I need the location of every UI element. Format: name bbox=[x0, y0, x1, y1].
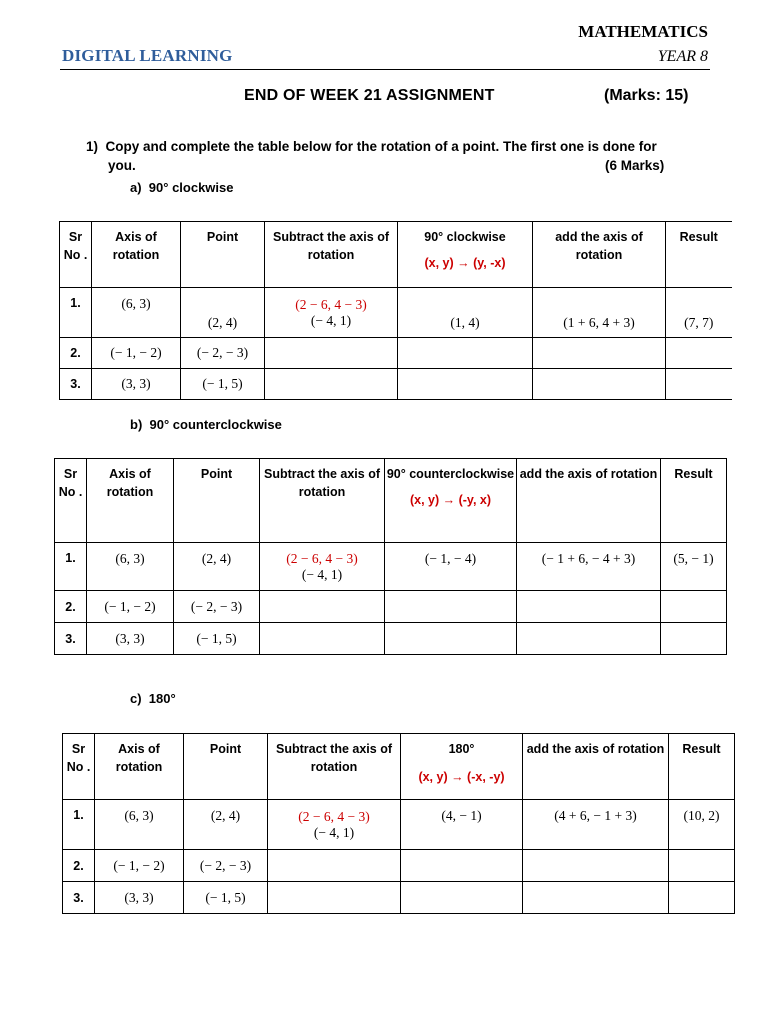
header-subtract: Subtract the axis of rotation bbox=[268, 734, 401, 800]
year-label: YEAR 8 bbox=[657, 48, 708, 65]
cell-rotation[interactable] bbox=[398, 338, 533, 369]
cell-sr: 1. bbox=[55, 543, 87, 591]
cell-point: (− 2, − 3) bbox=[181, 338, 265, 369]
cell-subtract[interactable] bbox=[260, 623, 385, 655]
cell-axis: (6, 3) bbox=[92, 288, 181, 338]
cell-rotation: (1, 4) bbox=[398, 288, 533, 338]
cell-subtract[interactable] bbox=[268, 850, 401, 882]
cell-add: (1 + 6, 4 + 3) bbox=[533, 288, 666, 338]
cell-axis: (3, 3) bbox=[87, 623, 174, 655]
table-row bbox=[55, 591, 727, 623]
cell-subtract[interactable] bbox=[260, 591, 385, 623]
table-row bbox=[63, 850, 735, 882]
table-row bbox=[60, 369, 732, 400]
header-add: add the axis of rotation bbox=[533, 222, 666, 288]
cell-axis: (6, 3) bbox=[95, 800, 184, 850]
header-result: Result bbox=[661, 459, 727, 543]
section-b-title: 90° counterclockwise bbox=[149, 417, 282, 432]
rotation-label: 90° counterclockwise bbox=[386, 467, 515, 481]
cell-point: (− 1, 5) bbox=[181, 369, 265, 400]
cell-result: (7, 7) bbox=[666, 288, 732, 338]
header-subtract: Subtract the axis of rotation bbox=[265, 222, 398, 288]
cell-axis: (6, 3) bbox=[87, 543, 174, 591]
cell-axis: (3, 3) bbox=[92, 369, 181, 400]
subject-heading: MATHEMATICS bbox=[578, 22, 708, 41]
subtract-value: (− 4, 1) bbox=[313, 824, 355, 840]
cell-subtract bbox=[265, 288, 398, 338]
cell-sr: 3. bbox=[55, 623, 87, 655]
section-a-title: 90° clockwise bbox=[148, 180, 234, 195]
cell-subtract bbox=[268, 800, 401, 850]
cell-subtract bbox=[260, 543, 385, 591]
cell-result[interactable] bbox=[669, 882, 735, 914]
header-axis: Axis of rotation bbox=[92, 222, 181, 288]
section-c-title: 180° bbox=[148, 691, 176, 706]
header-point: Point bbox=[184, 734, 268, 800]
cell-rotation[interactable] bbox=[398, 369, 533, 400]
header-sr: Sr No . bbox=[55, 459, 87, 543]
rotation-label: 90° clockwise bbox=[424, 230, 506, 244]
question-1-text bbox=[86, 136, 706, 157]
section-c-label: c) bbox=[130, 691, 142, 706]
question-marks: (6 Marks) bbox=[605, 158, 665, 173]
rotation-rule: (x, y) → (y, -x) bbox=[424, 256, 506, 270]
rotation-label: 180° bbox=[448, 742, 475, 756]
cell-result[interactable] bbox=[666, 338, 732, 369]
cell-rotation: (− 1, − 4) bbox=[385, 543, 517, 591]
assignment-title: END OF WEEK 21 ASSIGNMENT bbox=[244, 87, 495, 104]
cell-rotation[interactable] bbox=[385, 623, 517, 655]
question-number: 1) bbox=[86, 139, 99, 154]
table-row bbox=[55, 623, 727, 655]
question-text-line2: you. bbox=[108, 158, 136, 173]
cell-sr: 2. bbox=[60, 338, 92, 369]
rotation-rule: (x, y) → (-x, -y) bbox=[418, 770, 505, 784]
table-c bbox=[62, 733, 735, 914]
section-a-label: a) bbox=[130, 180, 142, 195]
cell-point: (− 2, − 3) bbox=[184, 850, 268, 882]
subtract-working: (2 − 6, 4 − 3) bbox=[295, 296, 367, 312]
cell-point: (2, 4) bbox=[174, 543, 260, 591]
table-row bbox=[60, 338, 732, 369]
cell-add[interactable] bbox=[517, 591, 661, 623]
cell-axis: (− 1, − 2) bbox=[87, 591, 174, 623]
question-text-line1: Copy and complete the table below for the rotation of a point. The first one is done for bbox=[105, 139, 657, 154]
table-row bbox=[60, 288, 732, 338]
cell-sr: 2. bbox=[55, 591, 87, 623]
header-result: Result bbox=[666, 222, 732, 288]
cell-sr: 1. bbox=[60, 288, 92, 338]
section-c-heading bbox=[130, 691, 176, 706]
section-a-heading bbox=[130, 180, 234, 195]
cell-result[interactable] bbox=[666, 369, 732, 400]
subtract-working: (2 − 6, 4 − 3) bbox=[298, 808, 370, 824]
cell-point: (− 1, 5) bbox=[184, 882, 268, 914]
rotation-rule: (x, y) → (-y, x) bbox=[409, 493, 492, 507]
header-rotation bbox=[401, 734, 523, 800]
section-b-label: b) bbox=[130, 417, 143, 432]
table-a bbox=[59, 221, 732, 400]
cell-axis: (− 1, − 2) bbox=[95, 850, 184, 882]
cell-sr: 3. bbox=[63, 882, 95, 914]
cell-point: (2, 4) bbox=[184, 800, 268, 850]
cell-subtract[interactable] bbox=[265, 338, 398, 369]
cell-rotation[interactable] bbox=[401, 882, 523, 914]
section-b-heading bbox=[130, 417, 282, 432]
cell-result[interactable] bbox=[669, 850, 735, 882]
header-add: add the axis of rotation bbox=[517, 459, 661, 543]
header-rotation bbox=[398, 222, 533, 288]
subtract-working: (2 − 6, 4 − 3) bbox=[286, 550, 358, 566]
header-add: add the axis of rotation bbox=[523, 734, 669, 800]
cell-add[interactable] bbox=[517, 623, 661, 655]
header-axis: Axis of rotation bbox=[95, 734, 184, 800]
header-result: Result bbox=[669, 734, 735, 800]
cell-sr: 2. bbox=[63, 850, 95, 882]
table-row bbox=[55, 543, 727, 591]
header-point: Point bbox=[174, 459, 260, 543]
subtract-value: (− 4, 1) bbox=[310, 312, 352, 328]
cell-sr: 1. bbox=[63, 800, 95, 850]
cell-point: (2, 4) bbox=[181, 288, 265, 338]
cell-result: (10, 2) bbox=[669, 800, 735, 850]
cell-add[interactable] bbox=[523, 850, 669, 882]
cell-subtract[interactable] bbox=[265, 369, 398, 400]
cell-axis: (− 1, − 2) bbox=[92, 338, 181, 369]
table-b bbox=[54, 458, 727, 655]
brand-heading: DIGITAL LEARNING bbox=[62, 46, 233, 65]
cell-result: (5, − 1) bbox=[661, 543, 727, 591]
cell-result[interactable] bbox=[661, 623, 727, 655]
cell-rotation[interactable] bbox=[385, 591, 517, 623]
cell-add[interactable] bbox=[523, 882, 669, 914]
cell-point: (− 1, 5) bbox=[174, 623, 260, 655]
header-axis: Axis of rotation bbox=[87, 459, 174, 543]
table-row bbox=[63, 882, 735, 914]
cell-add[interactable] bbox=[533, 338, 666, 369]
cell-add: (− 1 + 6, − 4 + 3) bbox=[517, 543, 661, 591]
cell-point: (− 2, − 3) bbox=[174, 591, 260, 623]
cell-result[interactable] bbox=[661, 591, 727, 623]
header-sr: Sr No . bbox=[63, 734, 95, 800]
header-subtract: Subtract the axis of rotation bbox=[260, 459, 385, 543]
header-point: Point bbox=[181, 222, 265, 288]
assignment-marks: (Marks: 15) bbox=[604, 87, 689, 104]
cell-sr: 3. bbox=[60, 369, 92, 400]
cell-subtract[interactable] bbox=[268, 882, 401, 914]
cell-rotation: (4, − 1) bbox=[401, 800, 523, 850]
subtract-value: (− 4, 1) bbox=[301, 566, 343, 582]
header-sr: Sr No . bbox=[60, 222, 92, 288]
table-row bbox=[63, 800, 735, 850]
header-rotation bbox=[385, 459, 517, 543]
header-divider bbox=[60, 69, 710, 70]
cell-add: (4 + 6, − 1 + 3) bbox=[523, 800, 669, 850]
cell-axis: (3, 3) bbox=[95, 882, 184, 914]
cell-add[interactable] bbox=[533, 369, 666, 400]
cell-rotation[interactable] bbox=[401, 850, 523, 882]
